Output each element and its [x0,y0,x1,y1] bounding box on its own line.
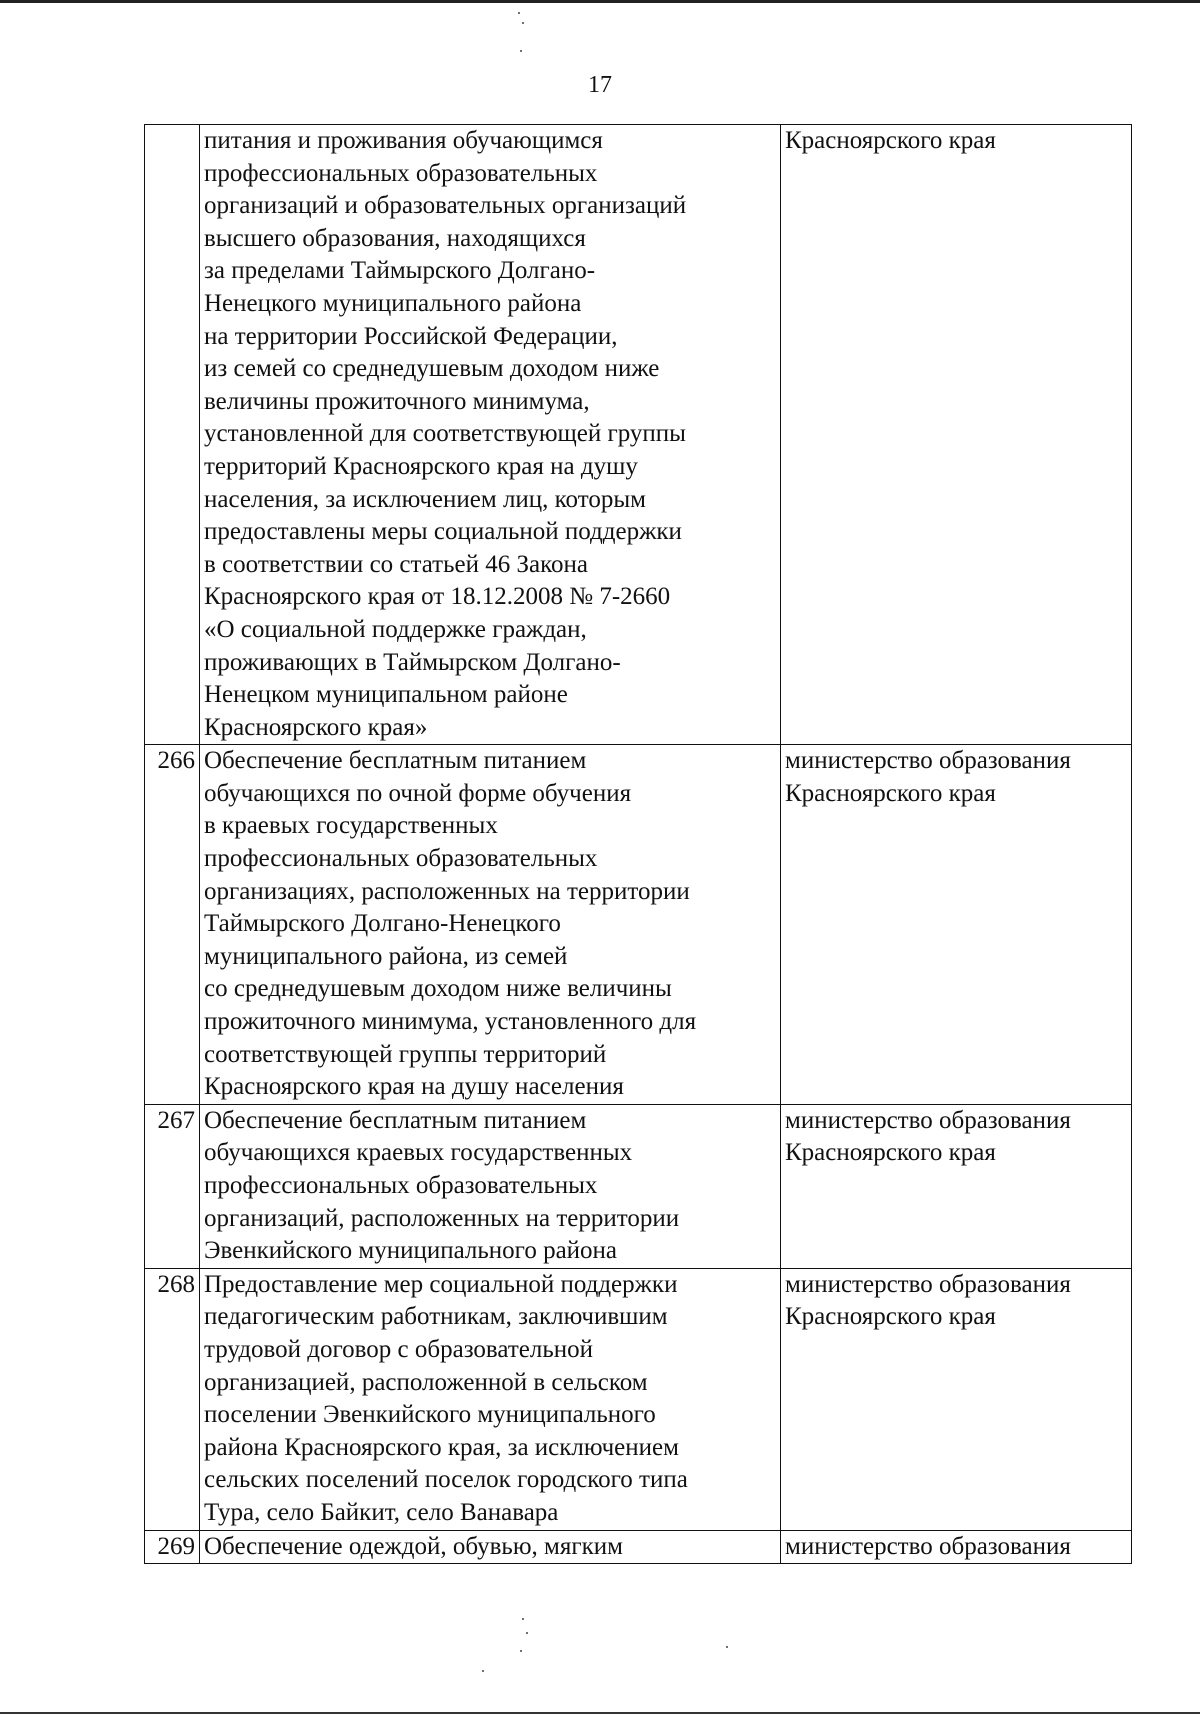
row-number: 269 [145,1530,200,1564]
row-responsible [781,745,1132,1105]
description-line: поселении Эвенкийского муниципального [204,1401,656,1429]
row-description [200,1530,781,1564]
description-line: в краевых государственных [204,812,498,840]
table-row [145,125,1132,745]
scan-speck [520,1650,522,1652]
description-line: соответствующей группы территорий [204,1040,607,1068]
description-line: сельских поселений поселок городского типа [204,1466,688,1494]
responsible-line: Красноярского края [785,127,996,154]
description-line: профессиональных образовательных [204,159,598,187]
row-description [200,1104,781,1268]
description-line: питания и проживания обучающимся [204,127,603,154]
scan-speck [522,22,524,24]
row-number: 268 [145,1268,200,1530]
responsible-line: министерство образования [785,1532,1071,1560]
scan-speck [520,50,522,52]
responsible-line: Красноярского края [785,1303,996,1331]
description-line: Красноярского края от 18.12.2008 № 7-2660 [204,583,671,611]
description-line: организаций и образовательных организаций [204,192,687,220]
responsible-line: Красноярского края [785,779,996,807]
description-line: в соответствии со статьей 46 Закона [204,550,588,578]
scan-speck [726,1646,728,1648]
description-line: населения, за исключением лиц, которым [204,485,646,513]
description-line: за пределами Таймырского Долгано- [204,257,596,285]
responsible-line: министерство образования [785,1270,1071,1298]
row-responsible [781,125,1132,745]
description-line: на территории Российской Федерации, [204,322,618,350]
measures-table [144,124,1132,1564]
description-line: организацией, расположенной в сельском [204,1368,648,1396]
description-line: муниципального района, из семей [204,942,568,970]
row-responsible [781,1268,1132,1530]
description-line: трудовой договор с образовательной [204,1335,594,1363]
description-line: Тура, село Байкит, село Ванавара [204,1498,559,1526]
row-number: 266 [145,745,200,1105]
table-row [145,1268,1132,1530]
description-line: Красноярского края» [204,713,428,741]
description-line: из семей со среднедушевым доходом ниже [204,355,660,383]
description-line: Эвенкийского муниципального района [204,1237,618,1265]
description-line: «О социальной поддержке граждан, [204,615,587,643]
scan-speck [482,1670,484,1672]
description-line: Предоставление мер социальной поддержки [204,1270,678,1298]
bottom-scan-border [0,1712,1200,1714]
description-line: организациях, расположенных на территории [204,877,690,905]
description-line: предоставлены меры социальной поддержки [204,518,682,546]
description-line: Обеспечение бесплатным питанием [204,1106,587,1134]
top-scan-border [0,0,1200,3]
table-body [145,125,1132,1564]
scan-speck [526,1632,528,1634]
description-line: Обеспечение бесплатным питанием [204,747,587,775]
description-line: профессиональных образовательных [204,845,598,873]
description-line: района Красноярского края, за исключением [204,1433,679,1461]
row-number [145,125,200,745]
description-line: Ненецкого муниципального района [204,289,582,317]
description-line: проживающих в Таймырском Долгано- [204,648,621,676]
row-number: 267 [145,1104,200,1268]
row-responsible [781,1530,1132,1564]
description-line: территорий Красноярского края на душу [204,452,638,480]
scan-speck [522,1618,524,1620]
row-description [200,125,781,745]
scan-speck [518,12,520,14]
row-responsible [781,1104,1132,1268]
description-line: со среднедушевым доходом ниже величины [204,975,672,1003]
description-line: Ненецком муниципальном районе [204,681,568,709]
description-line: профессиональных образовательных [204,1172,598,1199]
responsible-line: министерство образования [785,747,1071,775]
description-line: педагогическим работникам, заключившим [204,1303,668,1331]
responsible-line: министерство образования [785,1106,1071,1134]
description-line: обучающихся по очной форме обучения [204,779,632,807]
description-line: Красноярского края на душу населения [204,1073,624,1101]
description-line: прожиточного минимума, установленного для [204,1008,697,1036]
row-description [200,1268,781,1530]
row-description [200,745,781,1105]
description-line: Обеспечение одеждой, обувью, мягким [204,1532,623,1560]
table-row [145,1530,1132,1564]
description-line: установленной для соответствующей группы [204,420,686,448]
page-number: 17 [588,72,612,98]
description-line: Таймырского Долгано-Ненецкого [204,910,561,938]
description-line: высшего образования, находящихся [204,224,586,252]
responsible-line: Красноярского края [785,1139,996,1167]
description-line: организаций, расположенных на территории [204,1204,680,1232]
table-row [145,745,1132,1105]
table-row [145,1104,1132,1268]
description-line: обучающихся краевых государственных [204,1139,633,1167]
description-line: величины прожиточного минимума, [204,387,590,415]
